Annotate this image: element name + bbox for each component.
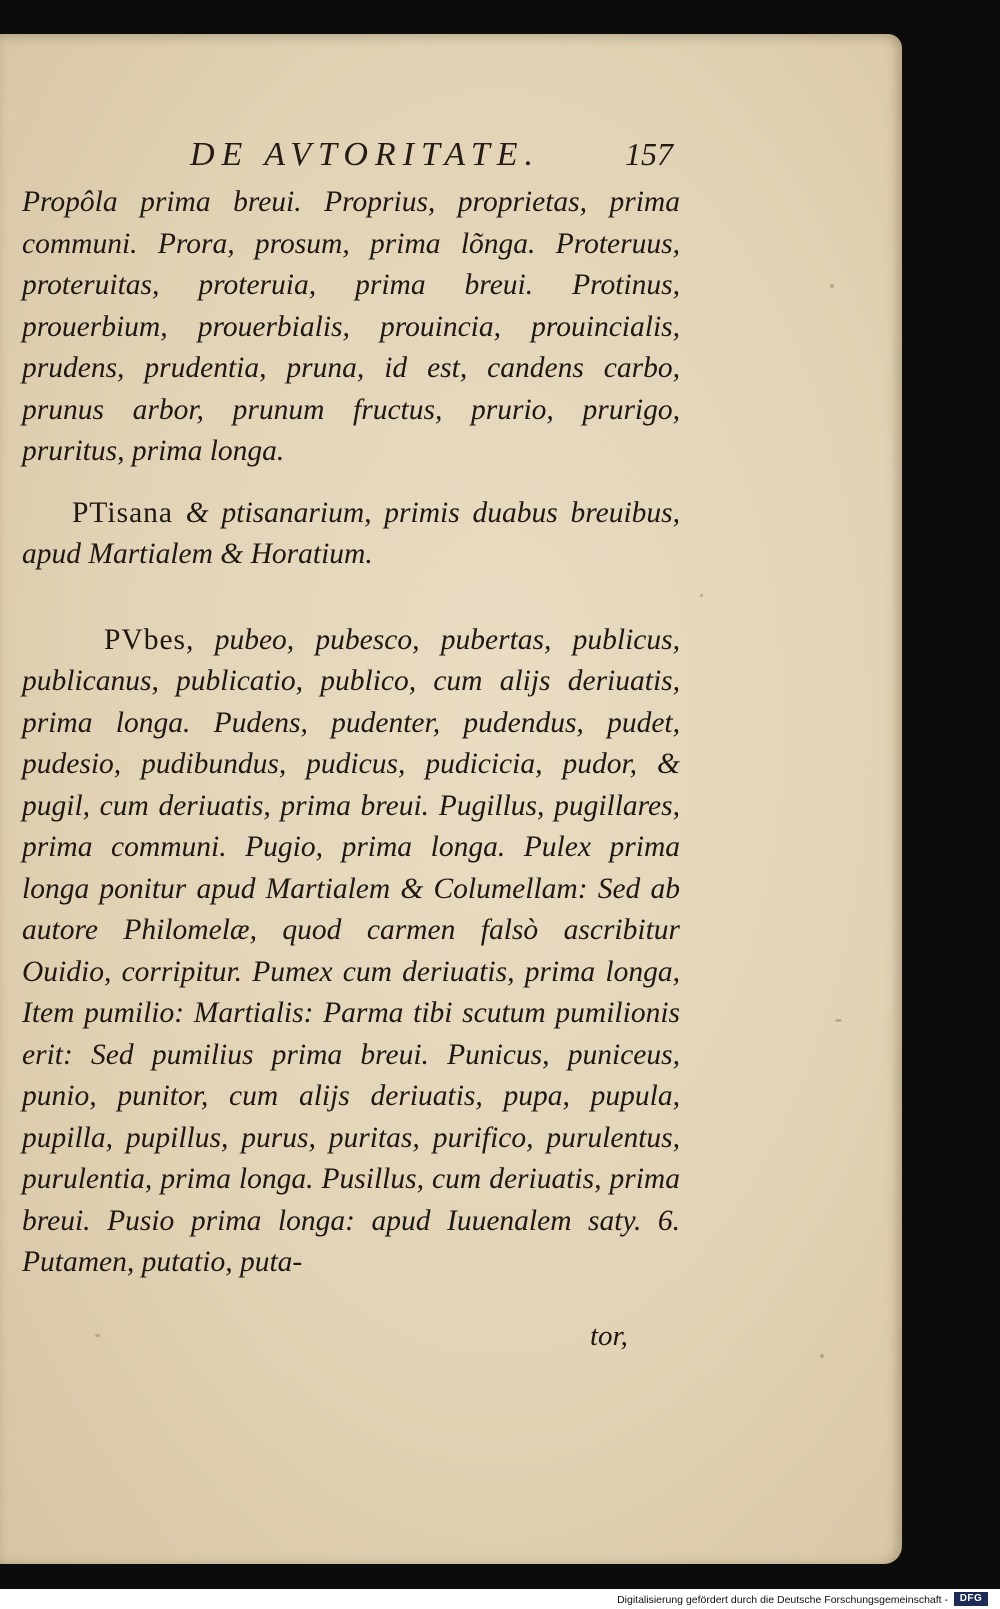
page-number: 157 xyxy=(625,136,673,172)
paper-speck xyxy=(830,284,834,288)
footer-bar xyxy=(0,1589,1000,1609)
paragraph-text: Propôla prima breui. Proprius, proprietas, prima communi. Prora, prosum, prima lõnga. Proteruus, proteruitas, proteruia, prima breui. Protinus, prouerbium, prouerbialis, prouincia, prouincialis, prudens, prudentia, pruna, id est, candens carbo, prunus arbor, prunum fructus, prurio, prurigo, pruritus, prima longa. xyxy=(22,186,680,467)
paragraph-propola xyxy=(22,182,680,473)
paper-speck xyxy=(700,594,703,597)
paragraph-initial: PVbes xyxy=(104,623,187,656)
paper-speck xyxy=(820,1354,824,1358)
paragraph-pubes xyxy=(22,620,680,1284)
paper-speck xyxy=(835,1019,842,1022)
dfg-logo: DFG xyxy=(954,1592,988,1606)
book-page xyxy=(0,34,902,1564)
paper-speck xyxy=(95,1334,100,1337)
page-body xyxy=(22,182,680,1284)
paragraph-text: , pubeo, pubesco, pubertas, publicus, publicanus, publicatio, publico, cum alijs deriuatis, prima longa. Pudens, pudenter, pudendus, pudet, pudesio, pudibundus, pudicus, pudicicia, pudor, & pugil, cum deriuatis, prima breui. Pugillus, pugillares, prima communi. Pugio, prima longa. Pulex prima longa ponitur apud Martialem & Columellam: Sed ab autore Philomelæ, quod carmen falsò ascribitur Ouidio, corripitur. Pumex cum deriuatis, prima longa, Item pumilio: Martialis: Parma tibi scutum pumilionis erit: Sed pumilius prima breui. Punicus, puniceus, punio, punitor, cum alijs deriuatis, pupa, pupula, pupilla, pupillus, purus, puritas, purifico, purulentus, purulentia, prima longa. Pusillus, cum deriuatis, prima breui. Pusio prima longa: apud Iuuenalem saty. 6. Putamen, putatio, puta- xyxy=(22,623,680,1278)
footer-credit: Digitalisierung gefördert durch die Deutsche Forschungsgemeinschaft - xyxy=(617,1594,948,1606)
running-head xyxy=(0,136,902,186)
paragraph-text: & ptisanarium, primis duabus breuibus, apud Martialem & Horatium. xyxy=(22,496,680,570)
running-head-title: DE AVTORITATE. xyxy=(190,136,541,173)
paragraph-initial: PTisana xyxy=(72,496,174,529)
catchword: tor, xyxy=(590,1320,628,1352)
paragraph-ptisana xyxy=(22,493,680,576)
